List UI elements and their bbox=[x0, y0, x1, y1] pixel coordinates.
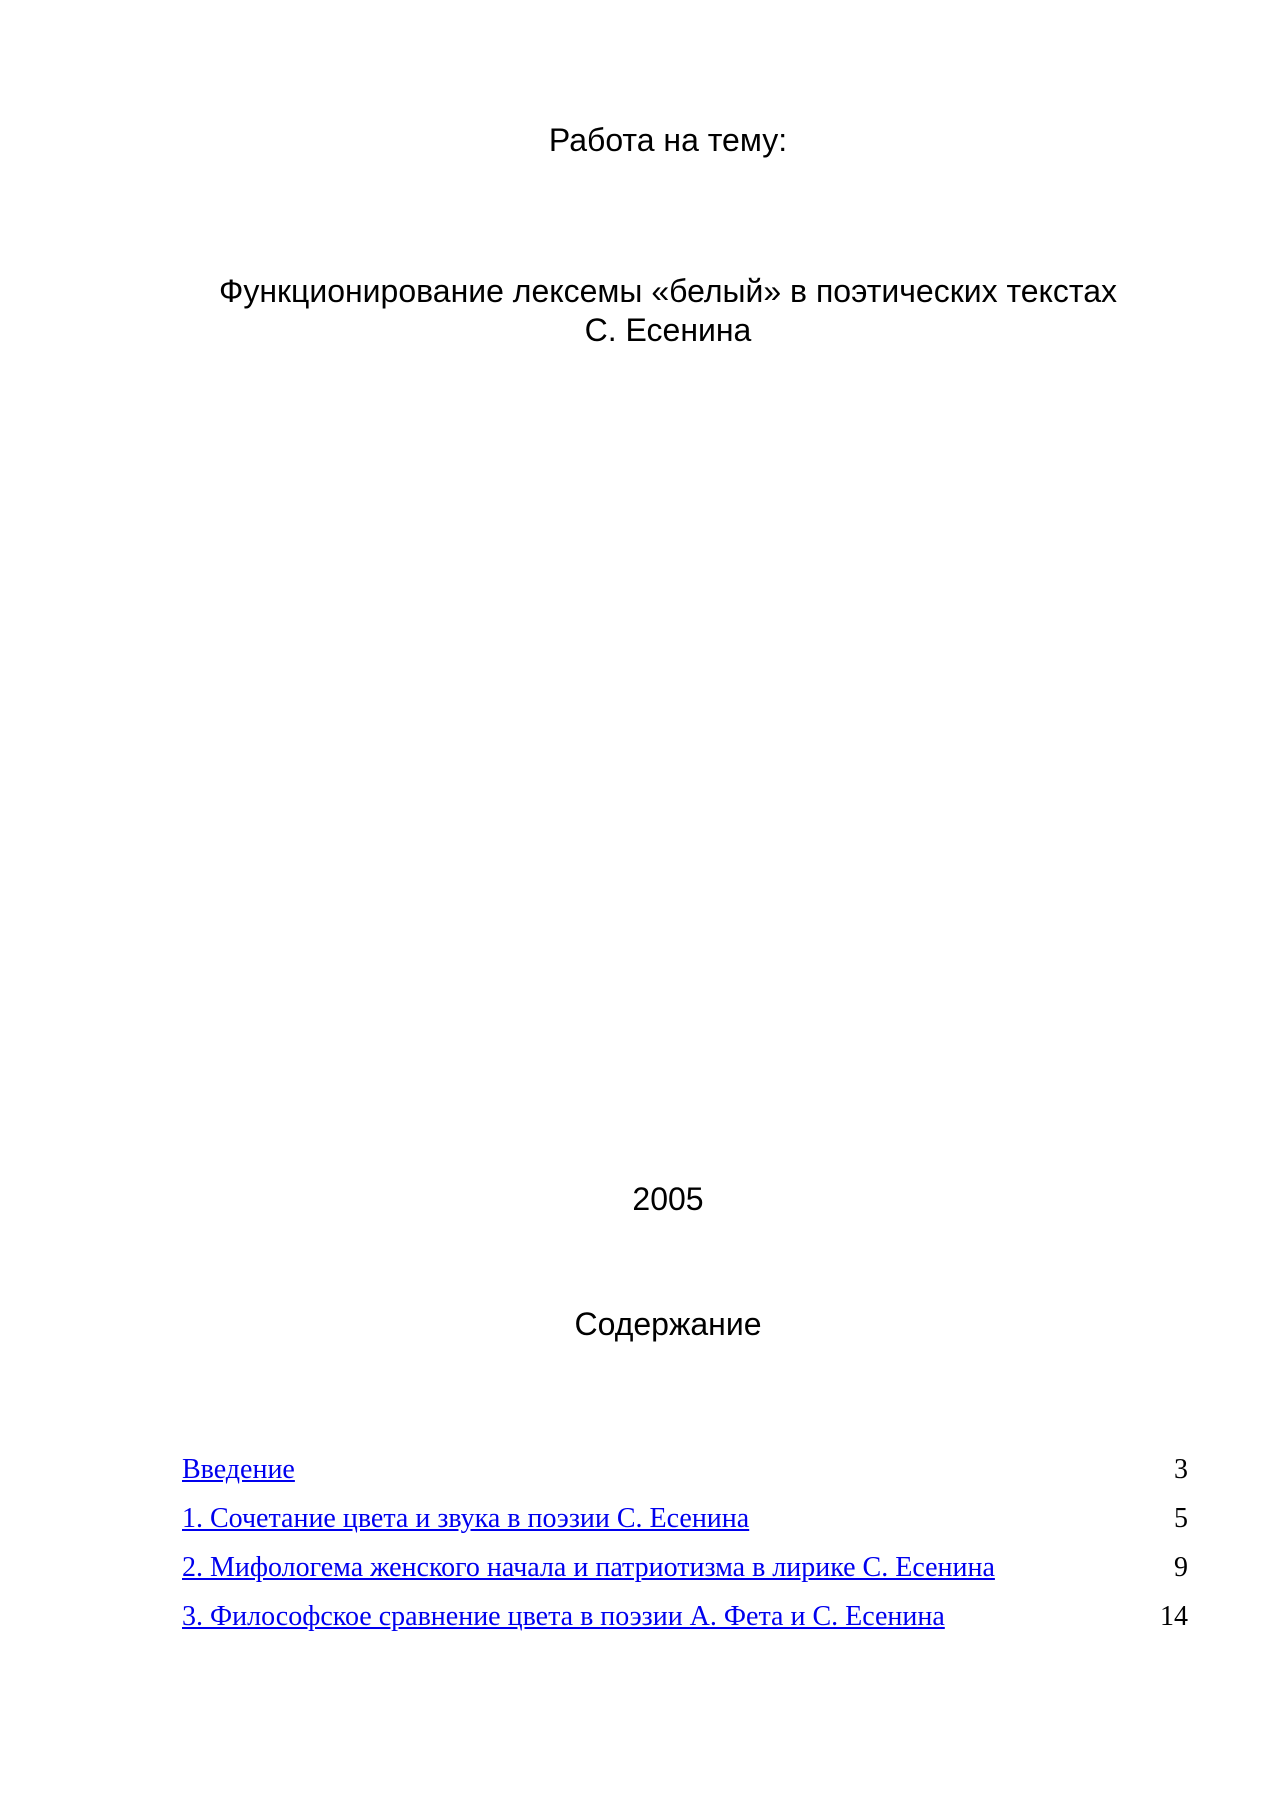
toc-heading: Содержание bbox=[574, 1306, 762, 1342]
toc-page-number: 9 bbox=[1174, 1552, 1188, 1583]
toc-link-chapter-1[interactable]: 1. Сочетание цвета и звука в поэзии С. Есенина bbox=[182, 1503, 750, 1534]
toc-page-number: 5 bbox=[1174, 1503, 1188, 1534]
toc-row-chapter-3 bbox=[182, 1600, 1188, 1649]
toc-row-chapter-1 bbox=[182, 1502, 1188, 1551]
toc-link-introduction[interactable]: Введение bbox=[182, 1454, 295, 1485]
toc-row-chapter-2 bbox=[182, 1551, 1188, 1600]
toc-link-chapter-3[interactable]: 3. Философское сравнение цвета в поэзии А. Фета и С. Есенина bbox=[182, 1601, 945, 1632]
document-title bbox=[28, 272, 1280, 350]
toc-page-number: 14 bbox=[1160, 1601, 1188, 1632]
document-year: 2005 bbox=[632, 1181, 704, 1217]
toc-link-chapter-2[interactable]: 2. Мифологема женского начала и патриотизма в лирике С. Есенина bbox=[182, 1552, 995, 1583]
topic-label: Работа на тему: bbox=[548, 122, 788, 158]
toc-row-introduction bbox=[182, 1453, 1188, 1502]
document-title-line-1: Функционирование лексемы «белый» в поэтических текстах bbox=[218, 273, 1117, 309]
document-title-line-2: С. Есенина bbox=[584, 312, 752, 348]
table-of-contents bbox=[182, 1453, 1188, 1649]
toc-page-number: 3 bbox=[1174, 1454, 1188, 1485]
